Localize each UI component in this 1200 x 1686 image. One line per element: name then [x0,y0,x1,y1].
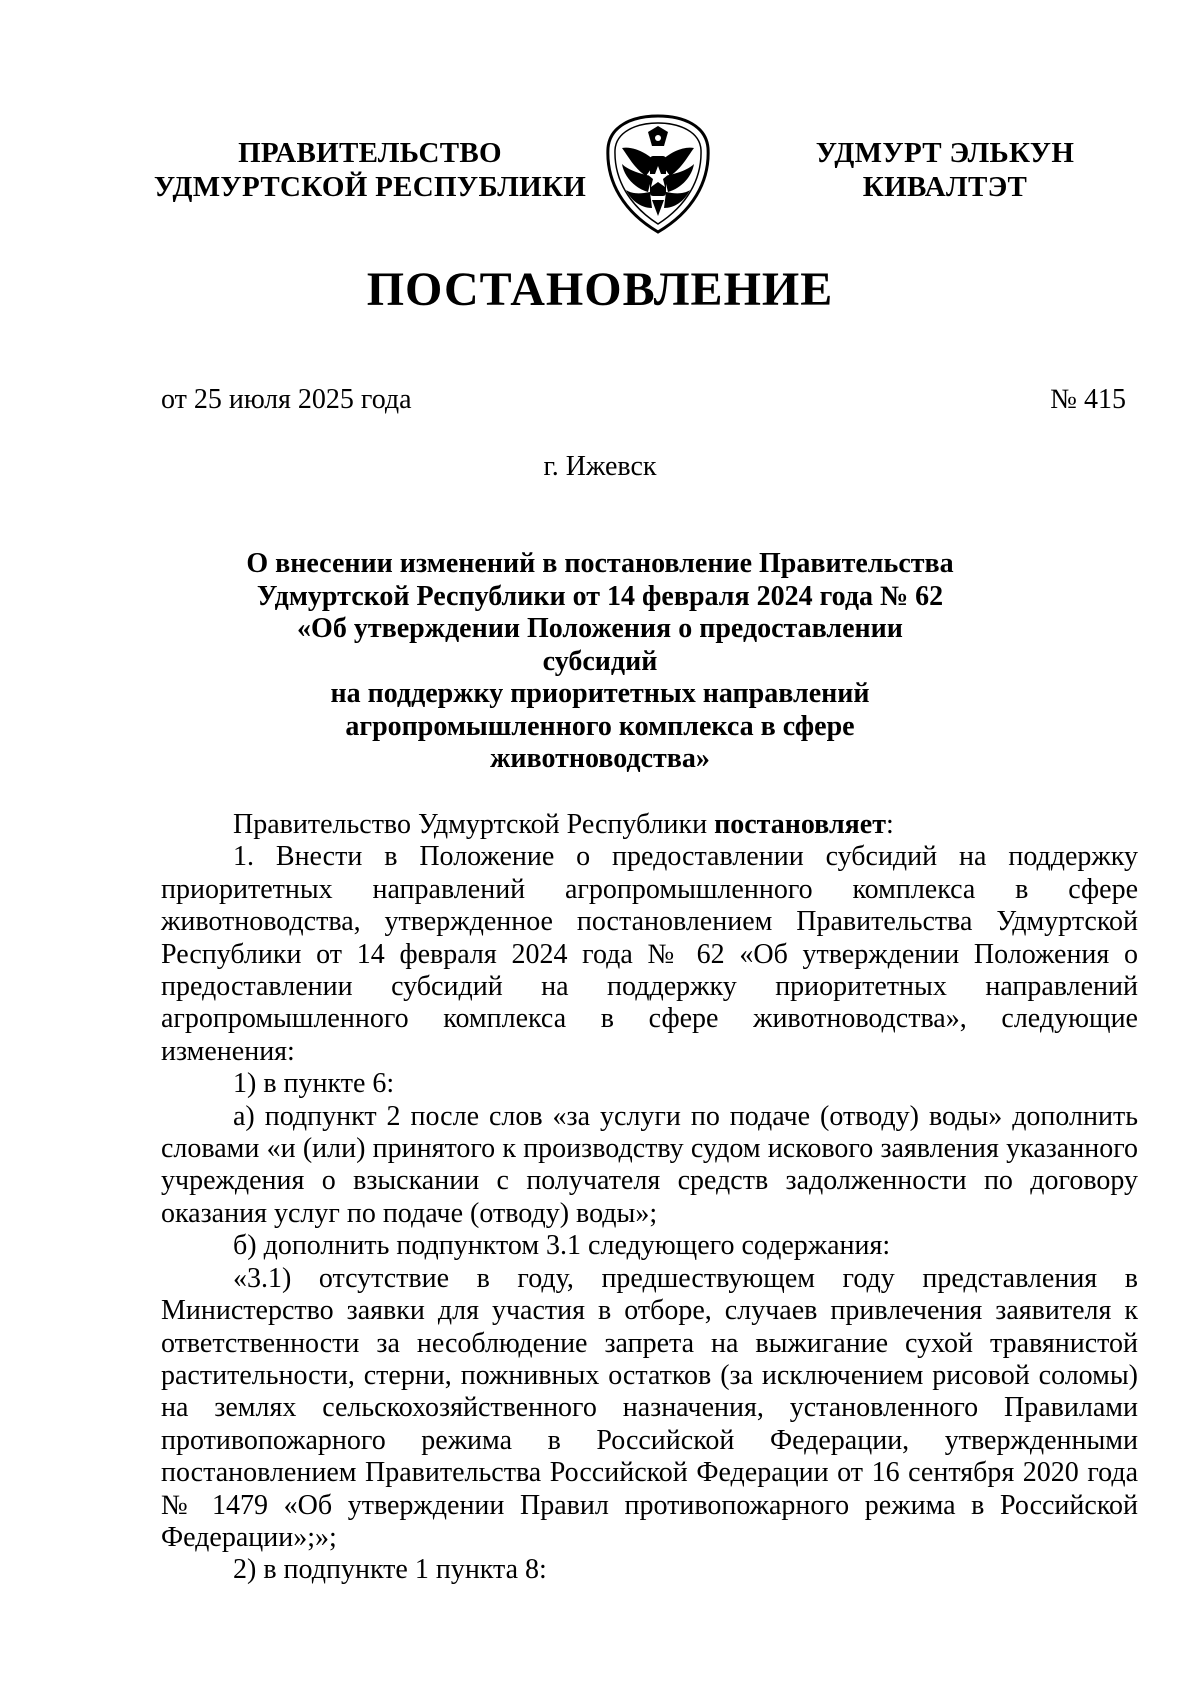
body-paragraph-3: а) подпункт 2 после слов «за услуги по подаче (отводу) воды» дополнить словами «и (или) принятого к производству судом искового заявления указанного учреждения о взыскании с получателя средств задолженности по договору оказания услуг по подаче (отводу) воды»; [161,1100,1138,1229]
title-line-5: агропромышленного комплекса в сфере [345,710,855,742]
issuer-line-2: УДМУРТСКОЙ РЕСПУБЛИКИ [153,171,587,203]
body-paragraph-4: б) дополнить подпунктом 3.1 следующего содержания: [233,1230,891,1262]
body-paragraph-1: 1. Внести в Положение о предоставлении субсидий на поддержку приоритетных направлений агропромышленного комплекса в сфере животноводства, утвержденное постановлением Правительства Удмуртской Республики от 14 февраля 2024 года № 62 «Об утверждении Положения о предоставлении субсидий на поддержку приоритетных направлений агропромышленного комплекса в сфере животноводства», следующие изменения: [161,841,1138,1067]
body-paragraph-5: «3.1) отсутствие в году, предшествующем году представления в Министерство заявки для участия в отборе, случаев привлечения заявителя к ответственности за несоблюдение запрета на выжигание сухой травянистой растительности, стерни, пожнивных остатков (за исключением рисовой соломы) на землях сельскохозяйственного назначения, установленного Правилами противопожарного режима в Российской Федерации, утвержденными постановлением Правительства Российской Федерации от 16 сентября 2020 года № 1479 «Об утверждении Правил противопожарного режима в Российской Федерации»;»; [161,1262,1138,1553]
issuer-udmurt-line-1: УДМУРТ ЭЛЬКУН [815,137,1075,169]
issuer-udmurt-line-2: КИВАЛТЭТ [862,171,1028,203]
document-type: ПОСТАНОВЛЕНИЕ [366,263,834,316]
title-line-3: «Об утверждении Положения о предоставлении субсидий [297,613,903,677]
document-body [161,809,1138,1587]
issuer-line-1: ПРАВИТЕЛЬСТВО [238,137,502,169]
document-title [240,548,960,776]
intro-colon: : [885,809,894,840]
issuer-name-russian [150,136,590,204]
title-line-4: на поддержку приоритетных направлений [330,678,870,709]
body-intro [161,809,1138,841]
coat-of-arms-icon [602,112,714,236]
issuer-name-udmurt [800,136,1090,204]
document-date: от 25 июля 2025 года [161,384,412,415]
title-line-2: Удмуртской Республики от 14 февраля 2024 года № 62 [256,580,944,612]
intro-decision-word: постановляет [714,809,886,840]
body-paragraph-2: 1) в пункте 6: [233,1068,395,1100]
document-number: № 415 [1050,384,1126,415]
body-paragraph-6: 2) в подпункте 1 пункта 8: [233,1554,547,1586]
document-place: г. Ижевск [543,451,657,482]
title-line-6: животноводства» [490,743,710,774]
title-line-1: О внесении изменений в постановление Правительства [246,548,954,579]
intro-text: Правительство Удмуртской Республики [233,809,715,840]
